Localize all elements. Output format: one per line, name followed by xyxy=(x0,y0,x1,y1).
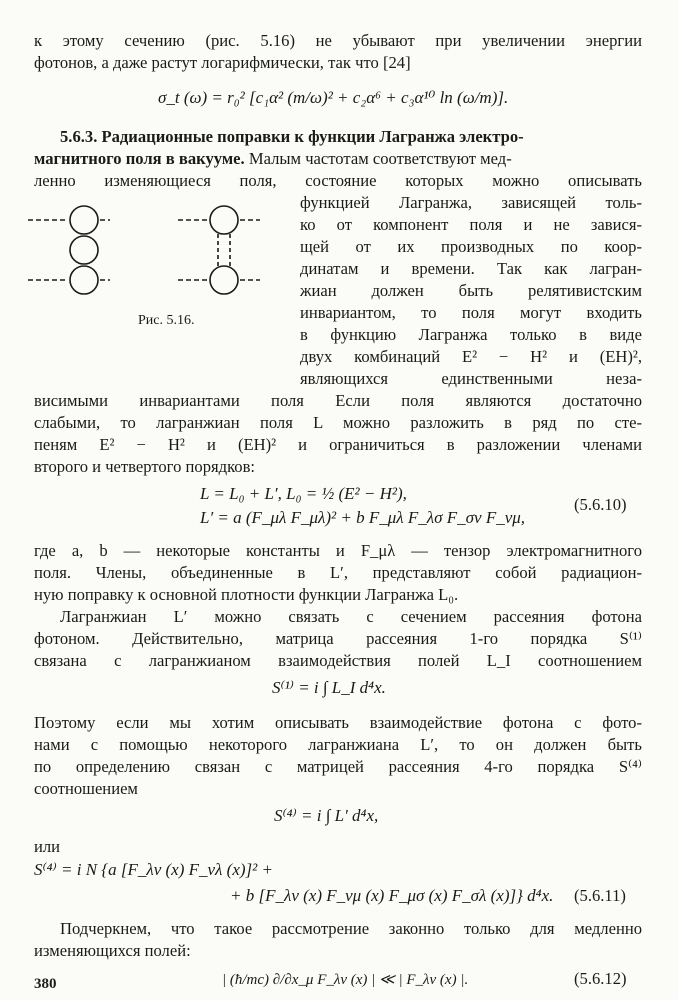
para3-line-1: Лагранжиан L′ можно связать с сечением рассеяния фотона xyxy=(60,607,642,626)
section-text-1: Малым частотам соответствуют мед- xyxy=(248,149,512,168)
eq-number-5-6-11: (5.6.11) xyxy=(574,886,626,905)
wrap-line-7: в функцию Лагранжа только в виде xyxy=(300,325,642,344)
para3-line-2: фотоном. Действительно, матрица рассеяния 1-го порядка S⁽¹⁾ xyxy=(34,629,642,648)
intro-line-1: к этому сечению (рис. 5.16) не убывают при увеличении энергии xyxy=(34,31,642,50)
body-line-4: второго и четвертого порядков: xyxy=(34,457,256,476)
section-heading: 5.6.3. Радиационные поправки к функции Лагранжа электро- xyxy=(60,127,524,146)
wrap-line-2: ко от компонент поля и не завися- xyxy=(300,215,642,234)
para5-line-2: изменяющихся полей: xyxy=(34,941,191,960)
section-text-2: ленно изменяющиеся поля, состояние которых можно описывать xyxy=(34,171,642,190)
eq-5-6-11-line-2: + b [F_λν (x) F_νμ (x) F_μσ (x) F_σλ (x)]} d⁴x. xyxy=(230,886,554,905)
eq-5-6-10-line-1: L = L₀ + L′, L₀ = ½ (E² − H²), xyxy=(200,484,407,503)
para2-line-2: поля. Члены, объединенные в L′, представляют собой радиацион- xyxy=(34,563,642,582)
eq-5-6-12: | (ħ/mc) ∂/∂x_μ F_λν (x) | ≪ | F_λν (x) |. xyxy=(222,972,469,988)
para2-line-1: где a, b — некоторые константы и F_μλ — тензор электромагнитного xyxy=(34,541,642,560)
formula-cross-section: σ_t (ω) = r₀² [c₁α² (m/ω)² + c₂α⁶ + c₃α¹⁰ ln (ω/m)]. xyxy=(158,88,509,107)
para4-line-1: Поэтому если мы хотим описывать взаимодействие фотона с фото- xyxy=(34,713,642,732)
wrap-line-8: двух комбинаций E² − H² и (EH)², xyxy=(300,347,642,366)
wrap-line-1: функцией Лагранжа, зависящей толь- xyxy=(300,193,642,212)
para2-line-3: ную поправку к основной плотности функции Лагранжа L₀. xyxy=(34,585,459,604)
body-line-2: слабыми, то лагранжиан поля L можно разложить в ряд по сте- xyxy=(34,413,642,432)
body-line-3: пеням E² − H² и (EH)² и ограничиться в разложении членами xyxy=(34,435,642,454)
para3-line-3: связана с лагранжианом взаимодействия полей L_I соотношением xyxy=(34,651,642,670)
eq-5-6-10-line-2: L′ = a (F_μλ F_μλ)² + b F_μλ F_λσ F_σν F_νμ, xyxy=(200,508,526,527)
section-heading-line-2 xyxy=(34,148,642,170)
loop-circle-3 xyxy=(70,266,98,294)
eq-s4: S⁽⁴⁾ = i ∫ L′ d⁴x, xyxy=(274,806,379,825)
para4-line-4: соотношением xyxy=(34,779,138,798)
eq-number-5-6-12: (5.6.12) xyxy=(574,969,627,988)
page-number: 380 xyxy=(34,976,57,992)
word-ili: или xyxy=(34,837,61,856)
figure-caption: Рис. 5.16. xyxy=(138,313,195,328)
para4-line-3: по определению связан с матрицей рассеяния 4-го порядка S⁽⁴⁾ xyxy=(34,757,642,776)
wrap-line-3: щей от их производных по коор- xyxy=(300,237,642,256)
wrap-line-4: динатам и времени. Так как лагран- xyxy=(300,259,642,278)
eq-s1: S⁽¹⁾ = i ∫ L_I d⁴x. xyxy=(272,678,386,697)
wrap-line-9: являющихся единственными неза- xyxy=(300,369,642,388)
para5-line-1: Подчеркнем, что такое рассмотрение законно только для медленно xyxy=(60,919,642,938)
para4-line-2: нами с помощью некоторого лагранжиана L′, то он должен быть xyxy=(34,735,642,754)
loop-circle-2 xyxy=(70,236,98,264)
intro-line-2: фотонов, а даже растут логарифмически, так что [24] xyxy=(34,53,411,72)
wrap-line-6: инвариантом, то поля могут входить xyxy=(300,303,642,322)
eq-5-6-11-line-1: S⁽⁴⁾ = i N {a [F_λν (x) F_νλ (x)]² + xyxy=(34,860,273,879)
loop-circle-1 xyxy=(70,206,98,234)
body-line-1: висимыми инвариантами поля Если поля являются достаточно xyxy=(34,391,642,410)
eq-number-5-6-10: (5.6.10) xyxy=(574,495,627,514)
section-heading-cont: магнитного поля в вакууме. xyxy=(34,149,245,168)
wrap-line-5: жиан должен быть релятивистским xyxy=(300,281,642,300)
loop-circle-bottom-right xyxy=(210,266,238,294)
loop-circle-top-right xyxy=(210,206,238,234)
